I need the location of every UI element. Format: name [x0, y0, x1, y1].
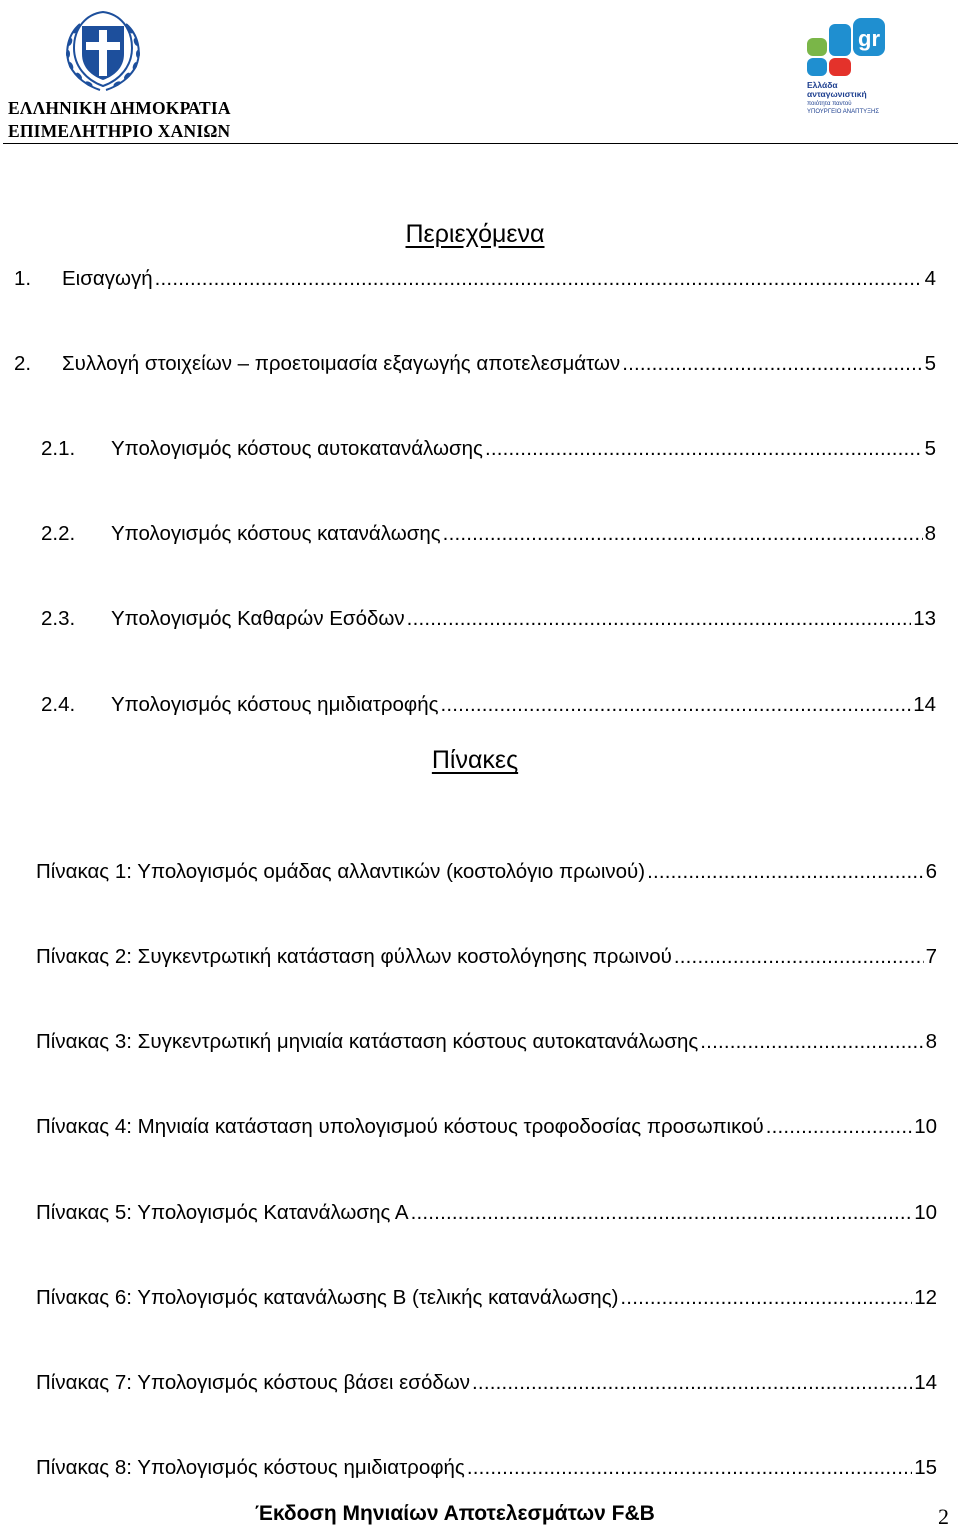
leader-dots: [766, 1112, 912, 1142]
logo-tagline-2: ανταγωνιστική: [807, 89, 867, 99]
table-entry-page: 14: [914, 1371, 937, 1394]
contents-heading: Περιεχόμενα: [405, 220, 545, 248]
table-entry-page: 15: [914, 1456, 937, 1479]
table-entry-title: Πίνακας 6: Υπολογισμός κατανάλωσης Β (τελικής κατανάλωσης): [36, 1286, 619, 1309]
toc-entry[interactable]: [41, 434, 936, 464]
toc-entry-title: Εισαγωγή: [62, 267, 153, 290]
table-entry[interactable]: [36, 1453, 937, 1483]
table-entry[interactable]: [36, 1112, 937, 1142]
table-entry-title: Πίνακας 7: Υπολογισμός κόστους βάσει εσόδων: [36, 1371, 471, 1394]
leader-dots: [700, 1027, 923, 1057]
toc-entry-page: 8: [924, 522, 936, 545]
greek-coat-of-arms-icon: [56, 4, 150, 92]
table-entry-title: Πίνακας 2: Συγκεντρωτική κατάσταση φύλλων κοστολόγησης πρωινού: [36, 945, 672, 968]
footer-page-number: 2: [938, 1504, 949, 1529]
toc-entry-title: Συλλογή στοιχείων – προετοιμασία εξαγωγής αποτελεσμάτων: [62, 352, 621, 375]
document-header: [0, 0, 960, 145]
leader-dots: [441, 690, 912, 720]
leader-dots: [647, 857, 924, 887]
table-entry-page: 12: [914, 1286, 937, 1309]
leader-dots: [620, 1283, 912, 1313]
table-entry[interactable]: [36, 1198, 937, 1228]
toc-entry-title: Υπολογισμός κόστους κατανάλωσης: [111, 522, 441, 545]
table-entry[interactable]: [36, 942, 937, 972]
logo-tagline-3: ποιότητα παντού: [807, 101, 852, 107]
toc-entry-title: Υπολογισμός Καθαρών Εσόδων: [111, 607, 405, 630]
table-entry[interactable]: [36, 857, 937, 887]
toc-entry[interactable]: [41, 604, 936, 634]
toc-entry-page: 5: [924, 352, 936, 375]
toc-entry-number: 2.4.: [41, 693, 76, 716]
leader-dots: [443, 519, 923, 549]
org-line-2: ΕΠΙΜΕΛΗΤΗΡΙΟ ΧΑΝΙΩΝ: [8, 121, 231, 141]
leader-dots: [485, 434, 923, 464]
leader-dots: [472, 1368, 912, 1398]
table-entry-page: 10: [914, 1115, 937, 1138]
table-entry-title: Πίνακας 1: Υπολογισμός ομάδας αλλαντικών (κοστολόγιο πρωινού): [36, 860, 646, 883]
toc-entry-page: 5: [924, 437, 936, 460]
logo-brand: gr: [858, 26, 880, 51]
table-entry[interactable]: [36, 1368, 937, 1398]
toc-entry-number: 2.: [14, 352, 32, 375]
toc-entry-page: 14: [913, 693, 936, 716]
toc-entry-title: Υπολογισμός κόστους ημιδιατροφής: [111, 693, 439, 716]
toc-entry-page: 4: [924, 267, 936, 290]
org-line-1: ΕΛΛΗΝΙΚΗ ΔΗΜΟΚΡΑΤΙΑ: [8, 98, 231, 118]
table-entry-page: 7: [925, 945, 937, 968]
toc-entry[interactable]: [14, 349, 936, 379]
toc-entry-title: Υπολογισμός κόστους αυτοκατανάλωσης: [111, 437, 483, 460]
table-entry-title: Πίνακας 5: Υπολογισμός Κατανάλωσης Α: [36, 1201, 409, 1224]
table-entry-title: Πίνακας 4: Μηνιαία κατάσταση υπολογισμού κόστους τροφοδοσίας προσωπικού: [36, 1115, 764, 1138]
leader-dots: [407, 604, 912, 634]
table-entry-page: 6: [925, 860, 937, 883]
table-entry-page: 10: [914, 1201, 937, 1224]
toc-entry[interactable]: [41, 690, 936, 720]
footer-title: Έκδοση Μηνιαίων Αποτελεσμάτων F&B: [255, 1502, 655, 1525]
leader-dots: [155, 264, 923, 294]
document-footer: [0, 1500, 960, 1529]
greece-competitive-logo-icon: [803, 16, 889, 116]
tables-heading: Πίνακες: [431, 746, 519, 774]
logo-ministry: ΥΠΟΥΡΓΕΙΟ ΑΝΑΠΤΥΞΗΣ: [807, 109, 880, 115]
header-divider: [3, 143, 958, 144]
leader-dots: [674, 942, 924, 972]
table-entry-title: Πίνακας 8: Υπολογισμός κόστους ημιδιατροφής: [36, 1456, 465, 1479]
toc-entry-number: 1.: [14, 267, 32, 290]
toc-entry-number: 2.2.: [41, 522, 76, 545]
toc-entry[interactable]: [14, 264, 936, 294]
leader-dots: [467, 1453, 912, 1483]
table-entry-page: 8: [925, 1030, 937, 1053]
logo-tagline-1: Ελλάδα: [807, 80, 838, 90]
toc-entry-number: 2.3.: [41, 607, 76, 630]
table-entry[interactable]: [36, 1283, 937, 1313]
table-entry[interactable]: [36, 1027, 937, 1057]
leader-dots: [411, 1198, 913, 1228]
toc-entry-number: 2.1.: [41, 437, 76, 460]
table-entry-title: Πίνακας 3: Συγκεντρωτική μηνιαία κατάσταση κόστους αυτοκατανάλωσης: [36, 1030, 699, 1053]
organization-name: [8, 97, 231, 143]
toc-entry-page: 13: [913, 607, 936, 630]
leader-dots: [622, 349, 922, 379]
toc-entry[interactable]: [41, 519, 936, 549]
